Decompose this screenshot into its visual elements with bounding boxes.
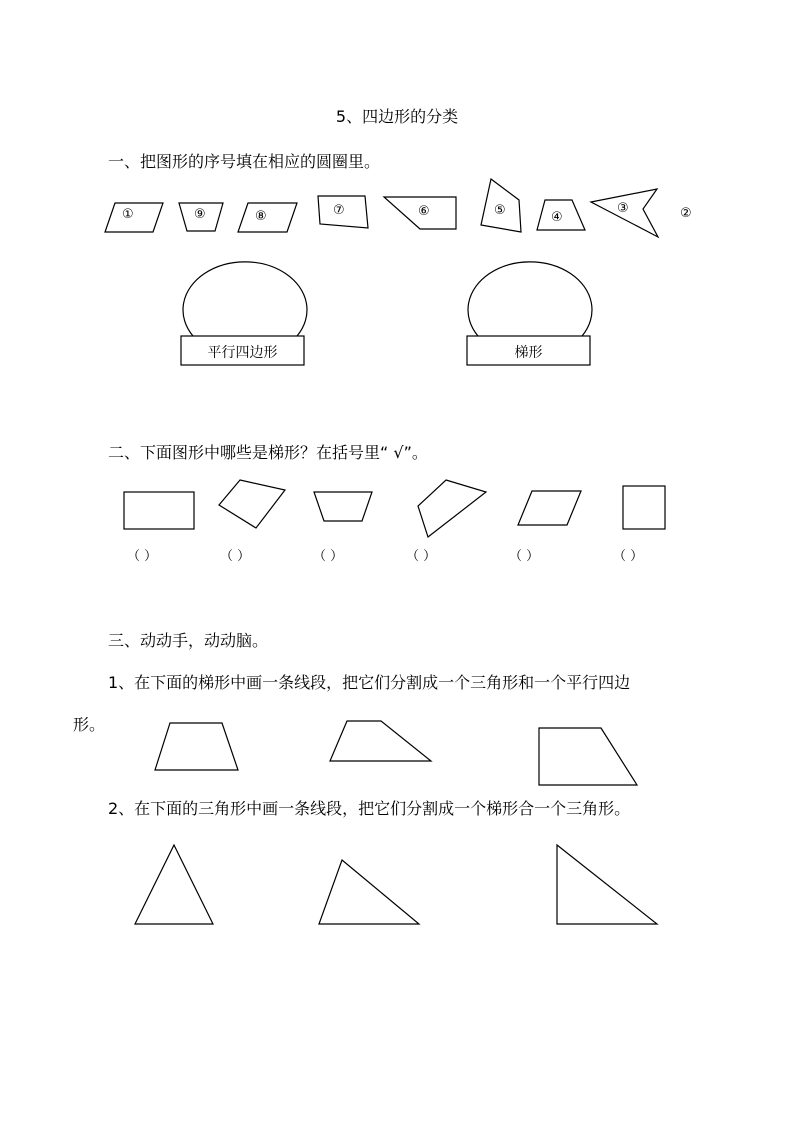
q2-triangle-acute xyxy=(135,845,213,924)
shape-1-parallelogram xyxy=(105,203,163,232)
q1-trapezoid-right-slant xyxy=(330,721,431,761)
q1-text-line1: 1、在下面的梯形中画一条线段，把它们分割成一个三角形和一个平行四边 xyxy=(108,673,631,692)
s2-rectangle xyxy=(124,492,194,529)
answer-bracket-2[interactable]: （ ） xyxy=(220,549,251,564)
q2-text: 2、在下面的三角形中画一条线段，把它们分割成一个梯形合一个三角形。 xyxy=(108,799,631,818)
s2-trapezoid xyxy=(314,492,372,521)
answer-bracket-3[interactable]: （ ） xyxy=(313,549,344,564)
q1-trapezoid-isosceles xyxy=(155,723,238,770)
shape-label-4: ④ xyxy=(551,210,563,225)
s2-quadrilateral-a xyxy=(219,480,285,528)
trapezoid-label: 梯形 xyxy=(514,345,543,361)
answer-bracket-6[interactable]: （ ） xyxy=(613,549,644,564)
shape-label-7: ⑦ xyxy=(333,203,345,218)
section3-heading: 三、动动手，动动脑。 xyxy=(108,631,269,650)
section1-heading: 一、把图形的序号填在相应的圆圈里。 xyxy=(108,152,381,171)
shape-label-8: ⑧ xyxy=(255,209,267,224)
parallelogram-label: 平行四边形 xyxy=(207,345,278,361)
shape-8-parallelogram xyxy=(238,203,297,232)
q1-text-line2: 形。 xyxy=(73,715,106,734)
shape-label-3: ③ xyxy=(617,201,629,216)
q2-triangle-right xyxy=(557,845,657,924)
shape-label-2: ② xyxy=(680,206,692,221)
page-title: 5、四边形的分类 xyxy=(335,107,459,126)
q2-triangle-obtuse xyxy=(319,860,419,924)
answer-bracket-4[interactable]: （ ） xyxy=(406,549,437,564)
shape-label-9: ⑨ xyxy=(194,207,206,222)
trapezoid-target-circle xyxy=(468,262,592,336)
shape-label-5: ⑤ xyxy=(494,203,506,218)
shape-label-1: ① xyxy=(122,207,134,222)
s2-parallelogram xyxy=(518,491,581,525)
answer-bracket-1[interactable]: （ ） xyxy=(127,549,158,564)
answer-bracket-5[interactable]: （ ） xyxy=(509,549,540,564)
shape-label-6: ⑥ xyxy=(418,204,430,219)
s2-square xyxy=(623,486,665,529)
s2-quadrilateral-b xyxy=(418,480,486,537)
q1-trapezoid-right-angle xyxy=(539,728,637,785)
section2-heading: 二、下面图形中哪些是梯形？在括号里“ √”。 xyxy=(108,443,428,462)
parallelogram-target-circle xyxy=(183,262,307,336)
